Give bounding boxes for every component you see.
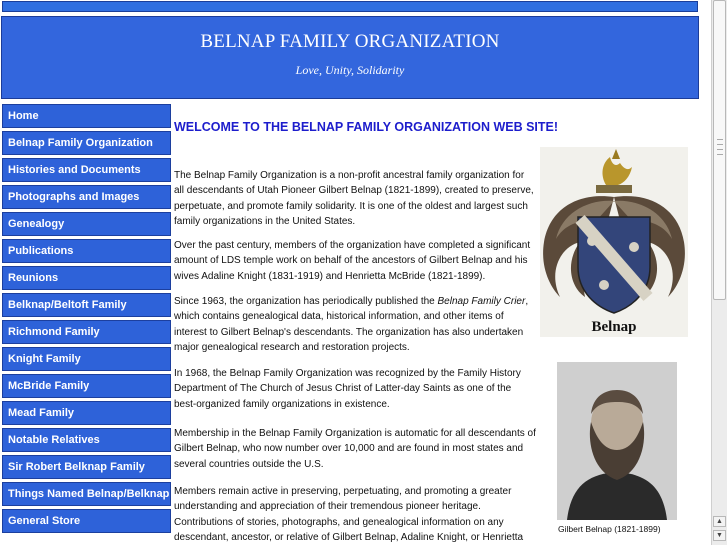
shield-charge-3 <box>599 280 609 290</box>
site-tagline: Love, Unity, Solidarity <box>295 63 405 77</box>
nav-notable-relatives[interactable]: Notable Relatives <box>2 428 171 452</box>
family-crest-image <box>540 147 688 337</box>
members-active-paragraph: Members remain active in preserving, perpetuating, and promoting a greater understanding and appreciation of their tremendous pioneer heritage. Contributions of stories, photographs, and genealogical information on any descendant, ancestor, or relative of Gilbert Belnap, Adaline Knight, or Henrietta <box>174 486 524 544</box>
nav-general-store[interactable]: General Store <box>2 509 171 533</box>
crest-drawing <box>540 147 688 337</box>
crest-motto: Belnap <box>591 319 637 335</box>
shield-charge-1 <box>587 236 597 246</box>
publication-text-start: Since 1963, the organization has periodically published the <box>174 296 438 307</box>
gilbert-belnap-portrait <box>557 362 677 520</box>
nav-belnap-family-organization[interactable]: Belnap Family Organization <box>2 131 171 155</box>
vertical-scrollbar[interactable] <box>711 0 727 545</box>
publication-text-end: , which contains genealogical data, historical information, and other items of interest to Gilbert Belnap's descendants. The organization has also undertaken major genealogical research and restoration projects. <box>174 296 529 354</box>
portrait-caption: Gilbert Belnap (1821-1899) <box>558 524 661 534</box>
scroll-up-icon[interactable]: ▲ <box>713 516 726 527</box>
nav-histories-and-documents[interactable]: Histories and Documents <box>2 158 171 182</box>
intro-paragraph: The Belnap Family Organization is a non-profit ancestral family organization for all descendants of Utah Pioneer Gilbert Belnap (1821-1899), created to preserve, perpetuate, and promote family solidarity. It is one of the oldest and largest such family organizations in the United States. <box>174 170 534 228</box>
membership-paragraph: Membership in the Belnap Family Organization is automatic for all descendants of Gilbert Belnap, who now number over 10,000 and are found in most states and several countries outside the U.S. <box>174 428 536 470</box>
nav-belknap-beltoft-family[interactable]: Belknap/Beltoft Family <box>2 293 171 317</box>
recognition-paragraph: In 1968, the Belnap Family Organization was recognized by the Family History Department of The Church of Jesus Christ of Latter-day Saints as one of the best-organized family organizations in existence. <box>174 368 521 410</box>
nav-knight-family[interactable]: Knight Family <box>2 347 171 371</box>
nav-sir-robert-belknap-family[interactable]: Sir Robert Belknap Family <box>2 455 171 479</box>
nav-photographs-and-images[interactable]: Photographs and Images <box>2 185 171 209</box>
nav-home[interactable]: Home <box>2 104 171 128</box>
nav-things-named-belnap[interactable]: Things Named Belnap/Belknap <box>2 482 171 506</box>
wreath <box>596 185 632 193</box>
publication-paragraph <box>174 294 536 356</box>
scroll-down-icon[interactable]: ▼ <box>713 530 726 541</box>
site-title: BELNAP FAMILY ORGANIZATION <box>200 31 500 52</box>
publication-title: Belnap Family Crier <box>437 296 526 307</box>
nav-richmond-family[interactable]: Richmond Family <box>2 320 171 344</box>
portrait-drawing <box>557 362 677 520</box>
site-header <box>1 16 699 99</box>
dragon-crest <box>603 157 632 185</box>
sidebar-nav <box>2 104 171 536</box>
nav-publications[interactable]: Publications <box>2 239 171 263</box>
welcome-heading: WELCOME TO THE BELNAP FAMILY ORGANIZATION WEB SITE! <box>174 120 559 134</box>
temple-work-paragraph: Over the past century, members of the organization have completed a significant amount of LDS temple work on behalf of the ancestors of Gilbert Belnap and his wives Adaline Knight (1831-1919) and Henrietta McBride (1821-1899). <box>174 240 531 282</box>
nav-reunions[interactable]: Reunions <box>2 266 171 290</box>
top-strip <box>2 1 698 12</box>
nav-mcbride-family[interactable]: McBride Family <box>2 374 171 398</box>
dragon-wing <box>612 149 620 159</box>
shield-charge-2 <box>629 242 639 252</box>
nav-mead-family[interactable]: Mead Family <box>2 401 171 425</box>
nav-genealogy[interactable]: Genealogy <box>2 212 171 236</box>
scrollbar-grip-icon <box>717 139 723 155</box>
scrollbar-thumb[interactable] <box>713 0 726 300</box>
